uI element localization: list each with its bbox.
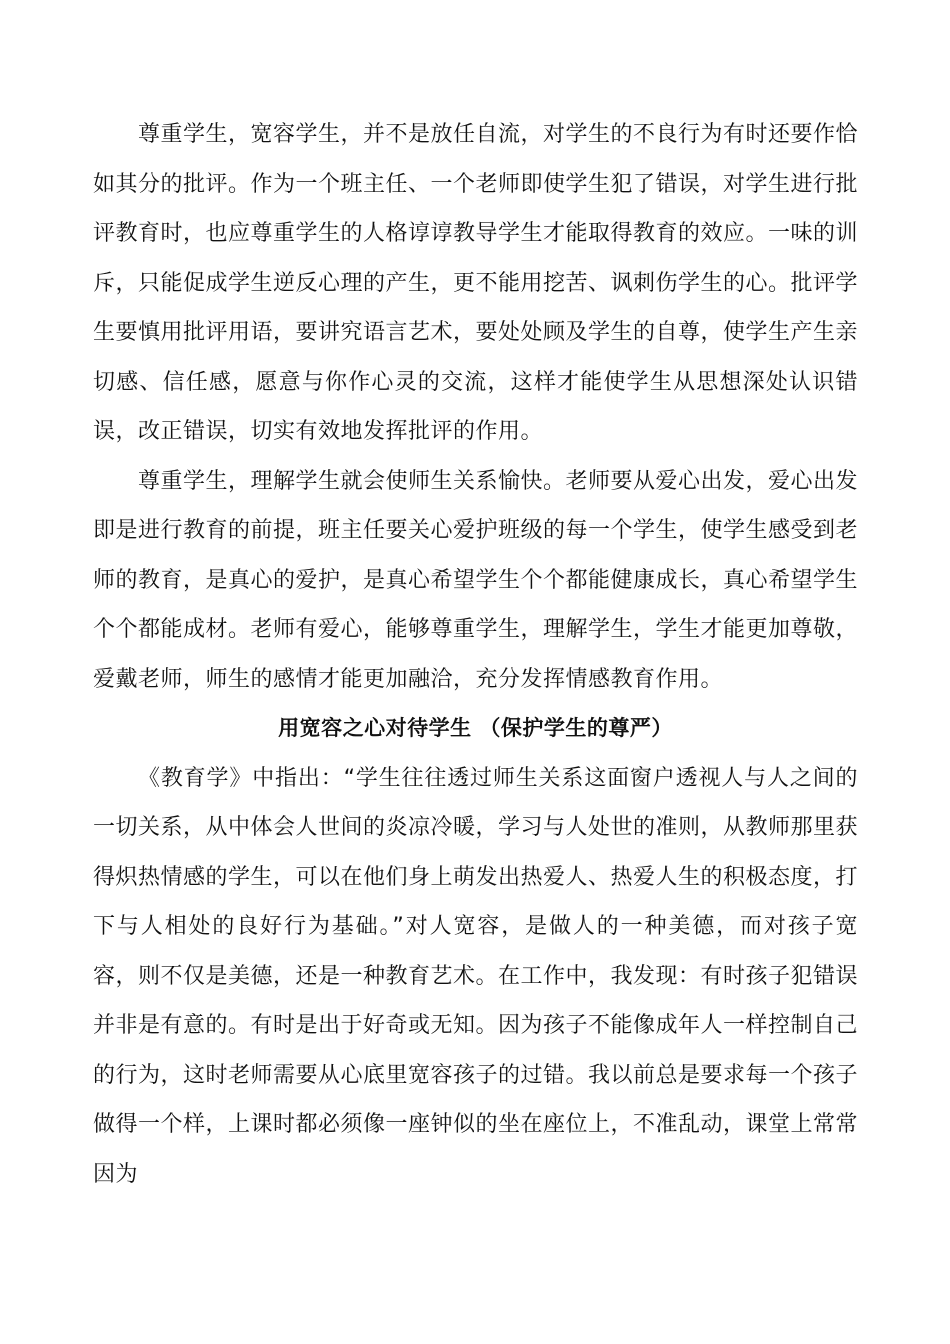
paragraph: 《教育学》中指出：“学生往往透过师生关系这面窗户透视人与人之间的一切关系，从中体会人世间的炎凉冷暖，学习与人处世的准则，从教师那里获得炽热情感的学生，可以在他们身上萌发出热爱人、热爱人生的积极态度，打下与人相处的良好行为基础。”对人宽容，是做人的一种美德，而对孩子宽容，则不仅是美德，还是一种教育艺术。在工作中，我发现：有时孩子犯错误并非是有意的。有时是出于好奇或无知。因为孩子不能像成年人一样控制自己的行为，这时老师需要从心底里宽容孩子的过错。我以前总是要求每一个孩子做得一个样，上课时都必须像一座钟似的坐在座位上，不准乱动，课堂上常常因为 (93, 765, 859, 1187)
paragraph: 尊重学生，宽容学生，并不是放任自流，对学生的不良行为有时还要作恰如其分的批评。作为一个班主任、一个老师即使学生犯了错误，对学生进行批评教育时，也应尊重学生的人格谆谆教导学生才能取得教育的效应。一味的训斥，只能促成学生逆反心理的产生，更不能用挖苦、讽刺伤学生的心。批评学生要慎用批评用语，要讲究语言艺术，要处处顾及学生的自尊，使学生产生亲切感、信任感，愿意与你作心灵的交流，这样才能使学生从思想深处认识错误，改正错误，切实有效地发挥批评的作用。 (93, 122, 859, 444)
section-heading: 用宽容之心对待学生 （保护学生的尊严） (278, 716, 673, 740)
document-body (93, 110, 858, 1199)
paragraph: 尊重学生，理解学生就会使师生关系愉快。老师要从爱心出发，爱心出发即是进行教育的前提，班主任要关心爱护班级的每一个学生，使学生感受到老师的教育，是真心的爱护，是真心希望学生个个都能健康成长，真心希望学生个个都能成材。老师有爱心，能够尊重学生，理解学生，学生才能更加尊敬，爱戴老师，师生的感情才能更加融洽，充分发挥情感教育作用。 (93, 468, 859, 692)
